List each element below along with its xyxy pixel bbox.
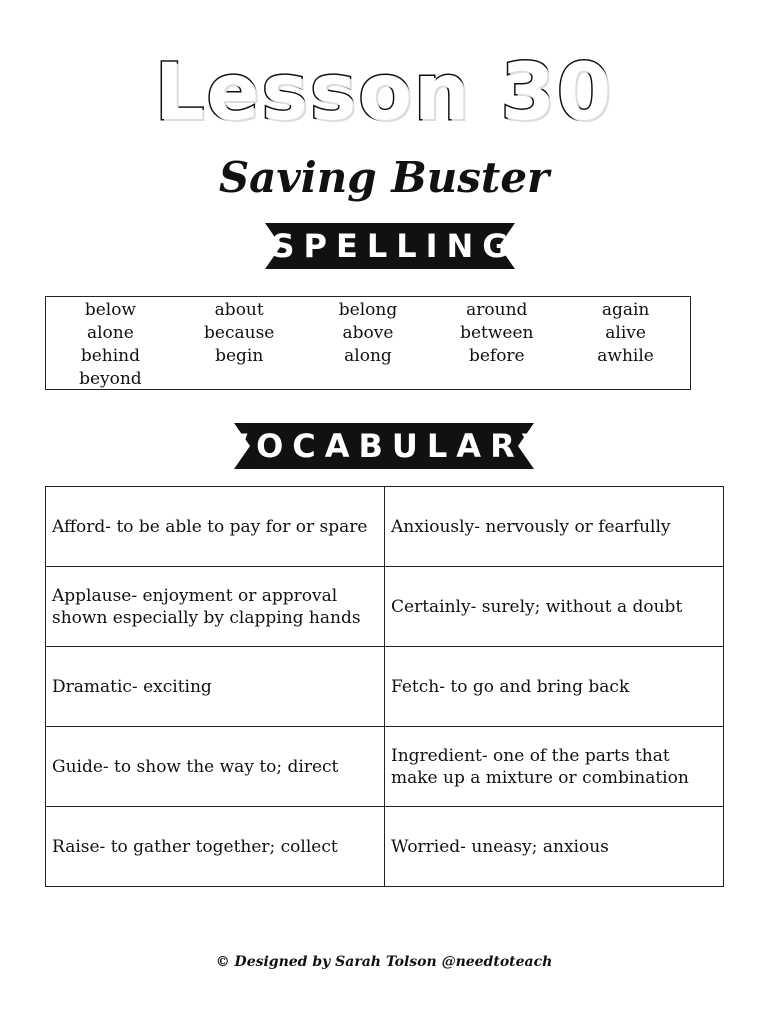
vocab-definition: Dramatic- exciting (46, 647, 385, 727)
spelling-column-1 (46, 299, 175, 391)
vocabulary-banner-label: VOCABULARY (222, 427, 555, 465)
spelling-word: below (84, 300, 136, 320)
lesson-subtitle: Saving Buster (218, 153, 550, 202)
spelling-word: behind (80, 346, 140, 366)
spelling-column-4 (432, 299, 561, 391)
spelling-word: about (214, 300, 264, 320)
vocab-definition: Ingredient- one of the parts that make up a mixture or combination (385, 727, 724, 807)
spelling-column-5 (561, 299, 690, 391)
vocab-definition: Anxiously- nervously or fearfully (385, 487, 724, 567)
table-row (46, 727, 724, 807)
spelling-word: begin (215, 346, 264, 366)
spelling-word: beyond (79, 369, 142, 389)
spelling-word: alive (605, 323, 646, 343)
lesson-title: Lesson 30 (154, 48, 614, 138)
vocab-definition: Raise- to gather together; collect (46, 807, 385, 887)
vocab-definition: Fetch- to go and bring back (385, 647, 724, 727)
vocab-definition: Afford- to be able to pay for or spare (46, 487, 385, 567)
vocabulary-banner (222, 423, 555, 469)
spelling-word: because (204, 323, 275, 343)
spelling-column-3 (304, 299, 433, 391)
vocab-definition: Applause- enjoyment or approval shown especially by clapping hands (46, 567, 385, 647)
spelling-word: awhile (597, 346, 654, 366)
spelling-word: again (601, 300, 650, 320)
spelling-word: between (460, 323, 534, 343)
vocab-definition: Guide- to show the way to; direct (46, 727, 385, 807)
spelling-word: along (344, 346, 392, 366)
table-row (46, 487, 724, 567)
spelling-banner (265, 223, 518, 269)
vocab-definition: Certainly- surely; without a doubt (385, 567, 724, 647)
table-row (46, 647, 724, 727)
spelling-word: alone (86, 323, 134, 343)
spelling-word: before (468, 346, 525, 366)
vocab-definition: Worried- uneasy; anxious (385, 807, 724, 887)
spelling-word: around (466, 300, 528, 320)
footer-credit: © Designed by Sarah Tolson @needtoteach (215, 954, 553, 970)
table-row (46, 807, 724, 887)
vocabulary-table (45, 486, 724, 887)
spelling-word-list (45, 296, 691, 390)
spelling-banner-label: SPELLING (271, 227, 518, 265)
spelling-word: belong (338, 300, 398, 320)
table-row (46, 567, 724, 647)
spelling-column-2 (175, 299, 304, 391)
spelling-word: above (342, 323, 394, 343)
